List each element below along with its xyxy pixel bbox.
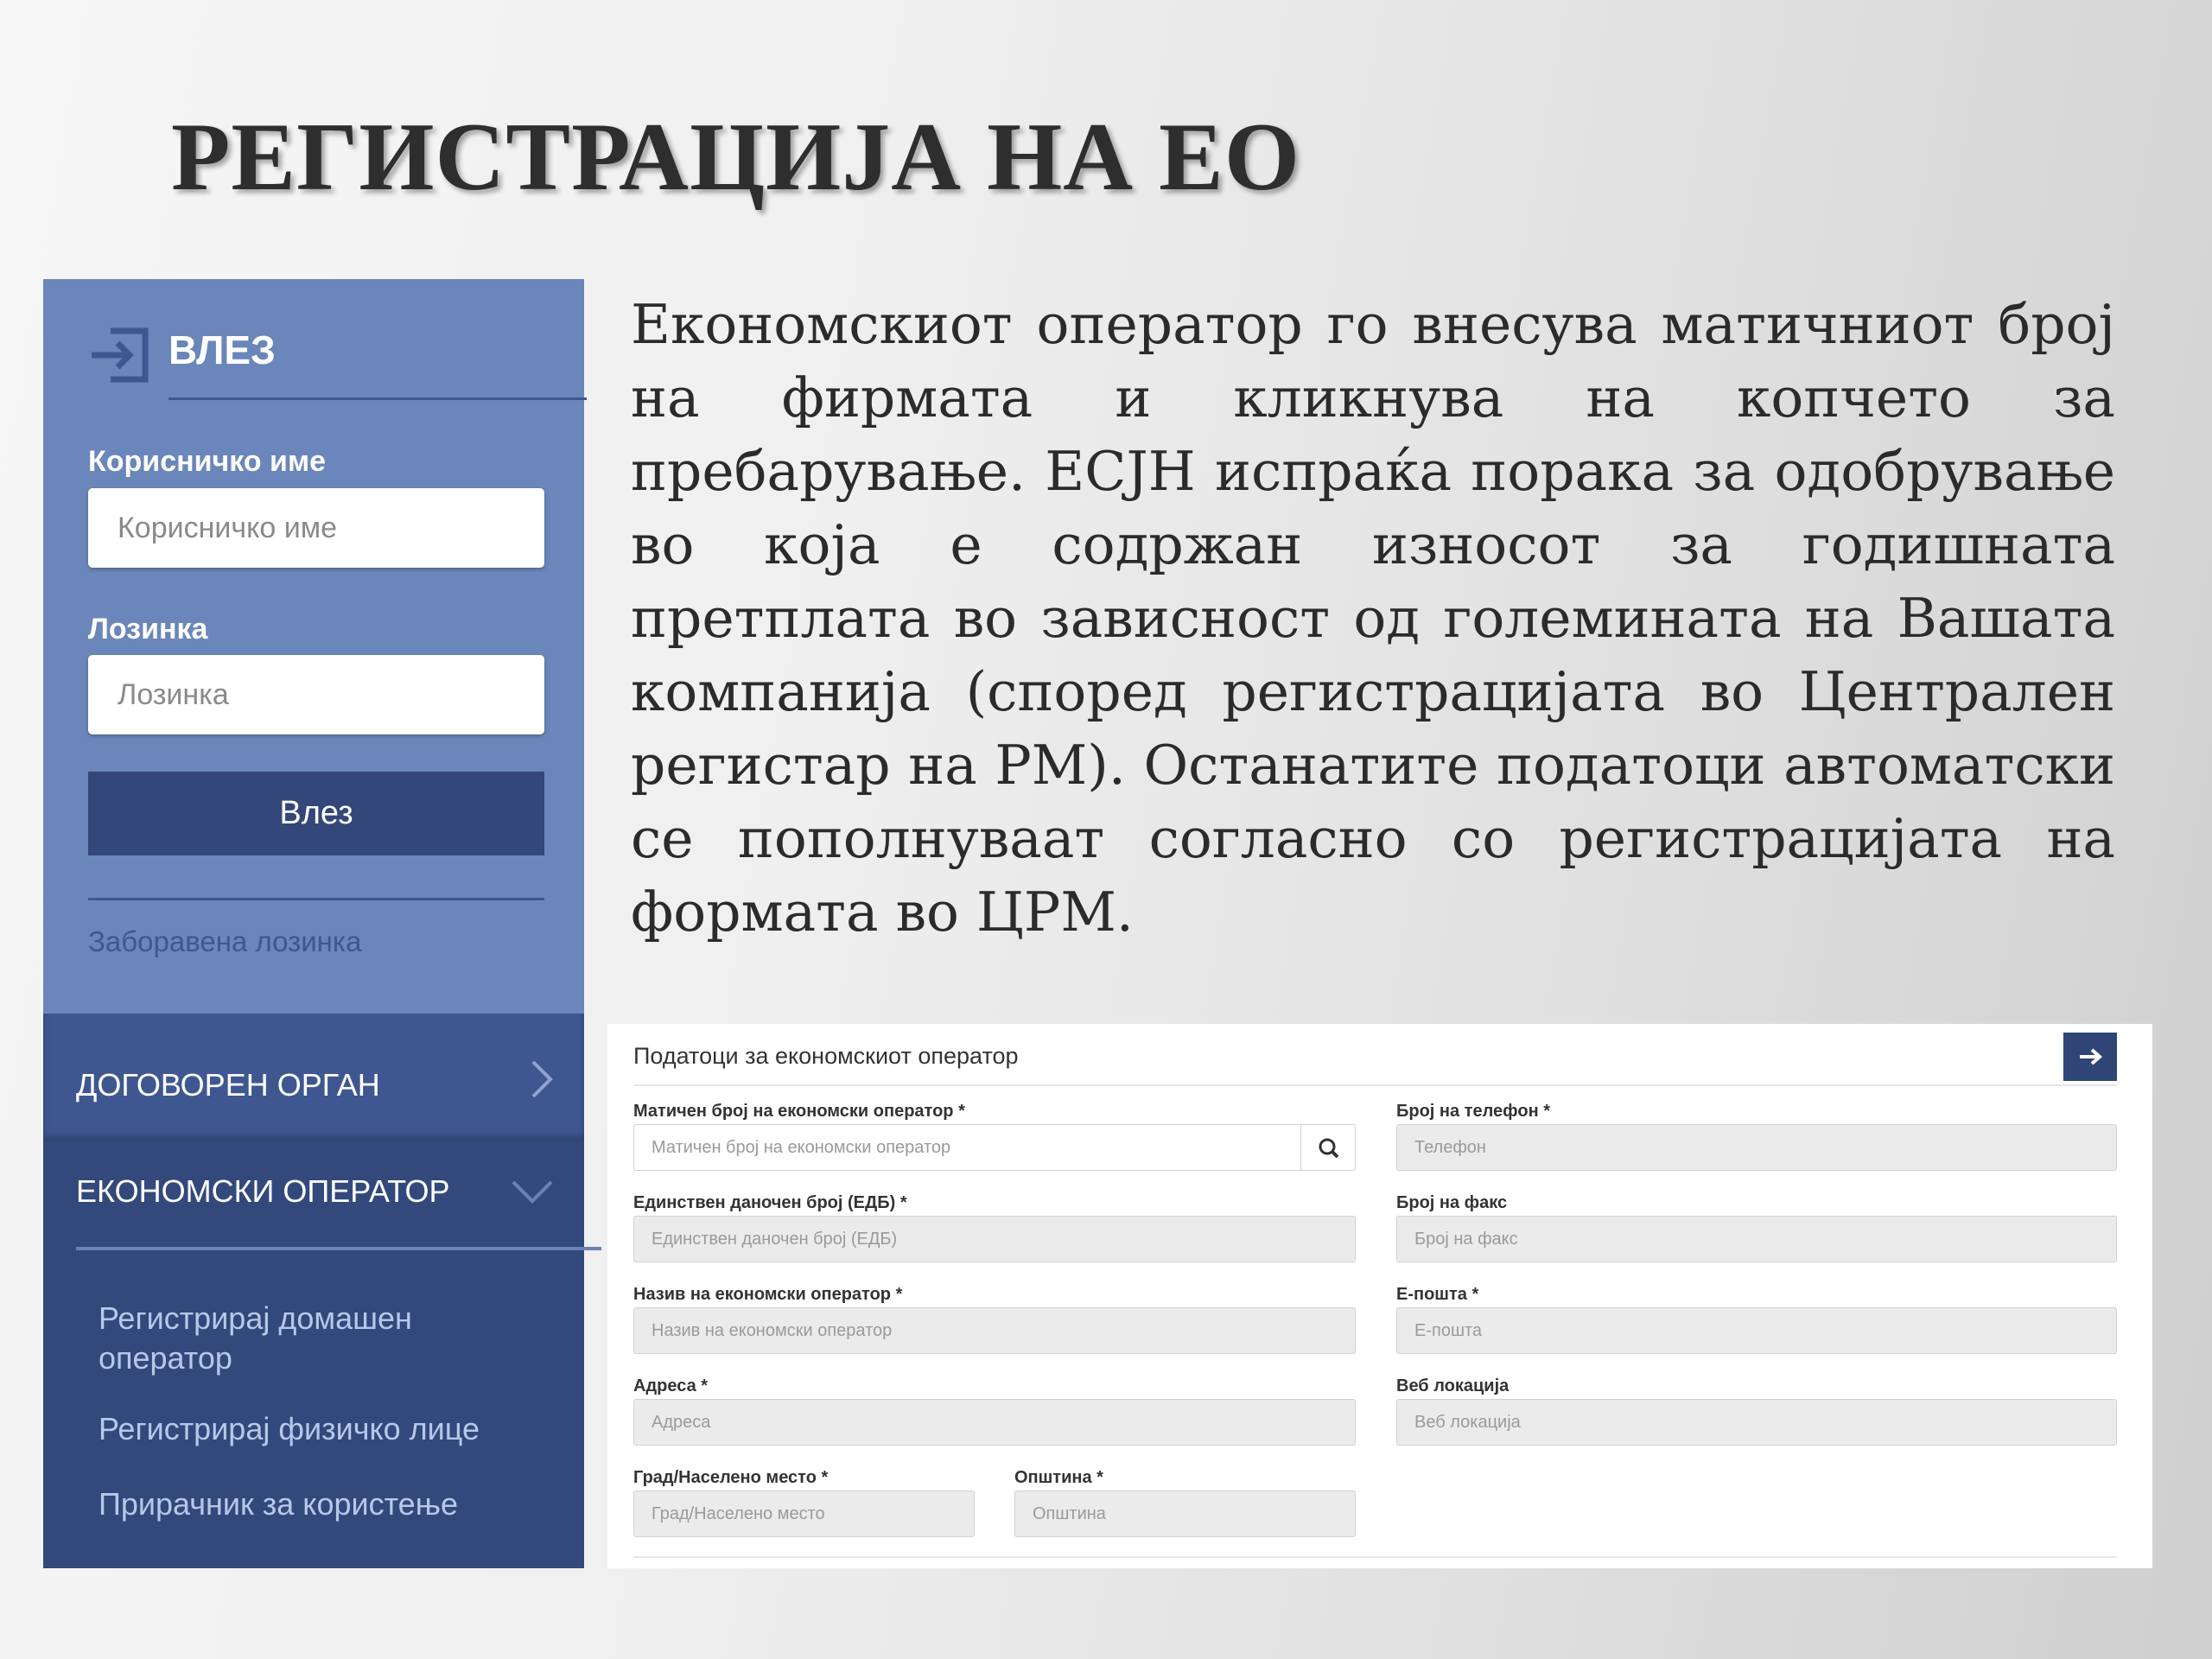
divider bbox=[76, 1247, 601, 1250]
fax-input[interactable] bbox=[1396, 1216, 2117, 1262]
divider bbox=[633, 1556, 2117, 1558]
password-label: Лозинка bbox=[88, 613, 208, 645]
phone-label: Број на телефон * bbox=[1396, 1102, 1551, 1121]
city-label: Град/Населено место * bbox=[633, 1468, 829, 1487]
economic-operator-form bbox=[607, 1024, 2152, 1568]
chevron-down-icon bbox=[510, 1178, 555, 1205]
search-icon bbox=[1301, 1125, 1357, 1172]
municipality-label: Општина * bbox=[1014, 1468, 1103, 1487]
forgot-password-link[interactable]: Заборавена лозинка bbox=[88, 925, 362, 957]
sidebar-nav bbox=[43, 1014, 584, 1568]
password-input[interactable] bbox=[88, 655, 544, 734]
sidebar-item-register-person[interactable]: Регистрирај физичко лице bbox=[99, 1411, 480, 1446]
username-label: Корисничко име bbox=[88, 445, 327, 478]
reg-number-label: Матичен број на економски оператор * bbox=[633, 1102, 965, 1121]
website-input[interactable] bbox=[1396, 1399, 2117, 1446]
email-label: Е-пошта * bbox=[1396, 1285, 1479, 1304]
divider bbox=[633, 1084, 2117, 1086]
email-input[interactable] bbox=[1396, 1307, 2117, 1354]
reg-number-input[interactable] bbox=[633, 1124, 1301, 1171]
operator-name-input[interactable] bbox=[633, 1307, 1356, 1354]
username-input[interactable] bbox=[88, 488, 544, 568]
divider bbox=[168, 397, 587, 400]
tax-number-input[interactable] bbox=[633, 1216, 1356, 1262]
operator-name-label: Назив на економски оператор * bbox=[633, 1285, 903, 1304]
phone-input[interactable] bbox=[1396, 1124, 2117, 1171]
tax-number-label: Единствен даночен број (ЕДБ) * bbox=[633, 1193, 907, 1212]
slide-title: РЕГИСТРАЦИЈА НА ЕО bbox=[171, 104, 1300, 211]
search-button[interactable] bbox=[1300, 1124, 1356, 1171]
arrow-right-icon bbox=[2063, 1033, 2117, 1081]
sign-in-icon bbox=[88, 322, 154, 388]
nav-item-label: ДОГОВОРЕН ОРГАН bbox=[76, 1067, 380, 1103]
nav-item-label: ЕКОНОМСКИ ОПЕРАТОР bbox=[76, 1173, 450, 1209]
nav-item-contracting-authority[interactable] bbox=[43, 1014, 584, 1141]
sidebar-item-register-domestic[interactable]: Регистрирај домашен оператор bbox=[99, 1300, 412, 1376]
address-input[interactable] bbox=[633, 1399, 1356, 1446]
login-panel bbox=[43, 279, 584, 1014]
address-label: Адреса * bbox=[633, 1376, 709, 1395]
municipality-input[interactable] bbox=[1014, 1491, 1356, 1537]
sidebar-item-manual[interactable]: Прирачник за користење bbox=[99, 1486, 458, 1522]
description-text: Економскиот оператор го внесува матичниот број на фирмата и кликнува на копчето за пребарување. ЕСЈН испраќа порака за одобрување во која е содржан износот за годишната претплата во зависност од големината на Вашата компанија (според регистрацијата во Централен регистар на РМ). Останатите податоци автоматски се пополнуваат согласно со регистрацијата на формата во ЦРМ. bbox=[631, 293, 2115, 944]
form-title: Податоци за економскиот оператор bbox=[633, 1043, 1019, 1069]
next-button[interactable] bbox=[2063, 1033, 2117, 1081]
fax-label: Број на факс bbox=[1396, 1193, 1508, 1212]
login-title: ВЛЕЗ bbox=[168, 327, 276, 372]
login-button[interactable]: Влез bbox=[88, 772, 544, 855]
chevron-right-icon bbox=[529, 1058, 555, 1100]
divider bbox=[88, 898, 544, 900]
city-input[interactable] bbox=[633, 1491, 975, 1537]
website-label: Веб локација bbox=[1396, 1376, 1510, 1395]
